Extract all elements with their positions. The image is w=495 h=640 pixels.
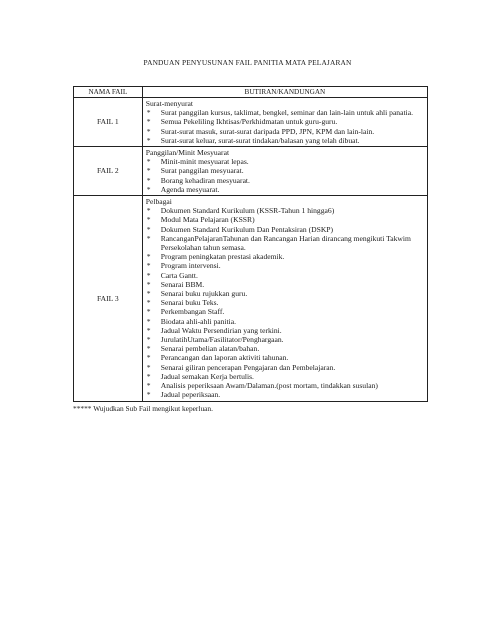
bullet-star: * xyxy=(146,252,151,262)
fail-name-cell: FAIL 3 xyxy=(74,196,143,401)
fail-content-cell xyxy=(142,196,427,401)
bullet-star: * xyxy=(146,298,151,308)
header-butiran: BUTIRAN/KANDUNGAN xyxy=(142,87,427,98)
list-item xyxy=(146,381,425,390)
list-item xyxy=(146,271,425,280)
list-item-text: Jadual Waktu Persendirian yang terkini. xyxy=(160,325,282,335)
list-item-text: Dokumen Standard Kurikulum (KSSR-Tahun 1 hingga6) xyxy=(160,206,335,216)
list-item-text: Perancangan dan laporan aktiviti tahunan. xyxy=(160,353,289,363)
bullet-star: * xyxy=(146,371,151,381)
fail-content-cell xyxy=(142,147,427,196)
list-item xyxy=(146,127,425,136)
list-item-text: JurulatihUtama/Fasilitator/Penghargaan. xyxy=(160,335,284,345)
list-item xyxy=(146,108,425,117)
list-item-text: Senarai BBM. xyxy=(160,279,205,289)
list-item xyxy=(146,136,425,145)
list-item-text: Senarai pembelian alatan/bahan. xyxy=(160,344,260,354)
bullet-star: * xyxy=(146,175,151,185)
list-item-text: Minit-minit mesyuarat lepas. xyxy=(160,157,249,167)
bullet-star: * xyxy=(146,166,151,176)
bullet-star: * xyxy=(146,270,151,280)
bullet-star: * xyxy=(146,335,151,345)
list-item-text: Program peningkatan prestasi akademik. xyxy=(160,252,285,262)
bullet-star: * xyxy=(146,135,151,145)
group-label: Pelbagai xyxy=(145,197,172,207)
list-item-text: Agenda mesyuarat. xyxy=(160,184,220,194)
list-item xyxy=(146,225,425,234)
list-item-text: Senarai buku rujukkan guru. xyxy=(160,289,248,299)
page-title: PANDUAN PENYUSUNAN FAIL PANITIA MATA PELAJARAN xyxy=(143,58,352,67)
bullet-star: * xyxy=(146,206,151,216)
fail-table xyxy=(73,86,428,402)
footnote: ***** Wujudkan Sub Fail mengikut keperluan. xyxy=(73,404,213,413)
list-item-text: Surat panggilan kursus, taklimat, bengkel, seminar dan lain-lain untuk ahli panatia. xyxy=(160,108,413,118)
list-item-text: Surat-surat keluar, surat-surat tindakan/balasan yang telah dibuat. xyxy=(160,135,360,145)
bullet-star: * xyxy=(146,233,151,243)
header-nama-fail: NAMA FAIL xyxy=(74,87,143,98)
list-item xyxy=(146,166,425,175)
item-list xyxy=(146,206,425,399)
list-item-text: Carta Gantt. xyxy=(160,270,198,280)
item-list xyxy=(146,108,425,145)
bullet-star: * xyxy=(146,184,151,194)
list-item xyxy=(146,372,425,381)
list-item xyxy=(146,234,425,252)
list-item-text: Surat-surat masuk, surat-surat daripada PPD, JPN, KPM dan lain-lain. xyxy=(160,126,375,136)
fail-name-cell: FAIL 1 xyxy=(74,98,143,147)
list-item xyxy=(146,185,425,194)
bullet-star: * xyxy=(146,362,151,372)
fail-name-cell: FAIL 2 xyxy=(74,147,143,196)
list-item-text: Surat panggilan mesyuarat. xyxy=(160,166,244,176)
list-item xyxy=(146,344,425,353)
list-item xyxy=(146,117,425,126)
group-label: Surat-menyurat xyxy=(145,99,193,108)
table-row xyxy=(74,98,428,147)
bullet-star: * xyxy=(146,390,151,400)
bullet-star: * xyxy=(146,157,151,167)
list-item xyxy=(146,298,425,307)
list-item-text: Senarai giliran pencerapan Pengajaran dan Pembelajaran. xyxy=(160,362,336,372)
list-item-text: Program intervensi. xyxy=(160,261,221,271)
table-row xyxy=(74,147,428,196)
list-item-text: RancanganPelajaranTahunan dan Rancangan Harian dirancang mengikuti Takwim Persekolahan tahun semasa. xyxy=(160,233,411,253)
list-item xyxy=(146,280,425,289)
bullet-star: * xyxy=(146,215,151,225)
bullet-star: * xyxy=(146,126,151,136)
bullet-star: * xyxy=(146,289,151,299)
bullet-star: * xyxy=(146,224,151,234)
list-item-text: Jadual semakan Kerja bertulis. xyxy=(160,371,254,381)
list-item xyxy=(146,353,425,362)
bullet-star: * xyxy=(146,261,151,271)
table-header-row xyxy=(74,87,428,98)
group-label: Panggilan/Minit Mesyuarat xyxy=(145,148,230,158)
list-item-text: Borang kehadiran mesyuarat. xyxy=(160,175,250,185)
bullet-star: * xyxy=(146,381,151,391)
list-item xyxy=(146,252,425,261)
bullet-star: * xyxy=(146,307,151,317)
list-item xyxy=(146,176,425,185)
list-item-text: Dokumen Standard Kurikulum Dan Pentaksiran (DSKP) xyxy=(160,224,334,234)
list-item xyxy=(146,157,425,166)
list-item xyxy=(146,363,425,372)
list-item-text: Perkembangan Staff. xyxy=(160,307,225,317)
list-item-text: Senarai buku Teks. xyxy=(160,298,219,308)
list-item xyxy=(146,326,425,335)
list-item xyxy=(146,261,425,270)
list-item xyxy=(146,206,425,215)
list-item-text: Jadual peperiksaan. xyxy=(160,390,221,400)
list-item xyxy=(146,390,425,399)
bullet-star: * xyxy=(146,117,151,127)
list-item xyxy=(146,335,425,344)
bullet-star: * xyxy=(146,279,151,289)
table-row xyxy=(74,196,428,401)
list-item-text: Semua Pekeliling Ikhtisas/Perkhidmatan untuk guru-guru. xyxy=(160,117,338,127)
list-item-text: Biodata ahli-ahli panitia. xyxy=(160,316,237,326)
list-item xyxy=(146,307,425,316)
bullet-star: * xyxy=(146,344,151,354)
list-item xyxy=(146,317,425,326)
bullet-star: * xyxy=(146,325,151,335)
bullet-star: * xyxy=(146,108,151,118)
fail-content-cell xyxy=(142,98,427,147)
list-item xyxy=(146,289,425,298)
bullet-star: * xyxy=(146,316,151,326)
item-list xyxy=(146,157,425,194)
bullet-star: * xyxy=(146,353,151,363)
list-item-text: Analisis peperiksaan Awam/Dalaman.(post mortam, tindakkan susulan) xyxy=(160,381,378,391)
list-item xyxy=(146,215,425,224)
list-item-text: Modul Mata Pelajaran (KSSR) xyxy=(160,215,255,225)
